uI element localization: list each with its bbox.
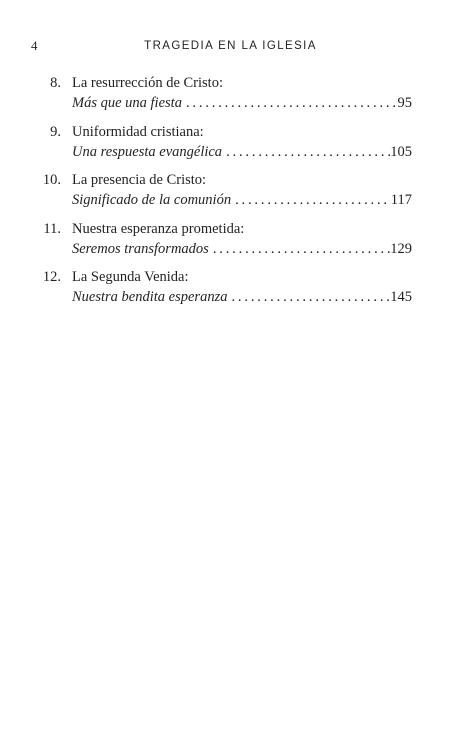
chapter-title: Nuestra esperanza prometida: <box>72 220 245 237</box>
chapter-subtitle-line <box>72 93 412 113</box>
page-number: 4 <box>31 38 38 53</box>
toc-entry <box>0 122 461 171</box>
dot-leader <box>209 239 390 259</box>
chapter-subtitle: Significado de la comunión <box>72 192 232 208</box>
chapter-subtitle: Nuestra bendita esperanza <box>72 289 228 305</box>
chapter-page-number: 95 <box>397 95 412 111</box>
chapter-page-number: 145 <box>390 289 412 305</box>
chapter-number: 8. <box>50 75 61 91</box>
chapter-subtitle-line <box>72 142 412 162</box>
chapter-number: 11. <box>43 220 61 237</box>
chapter-subtitle-line <box>72 287 412 307</box>
chapter-page-number: 105 <box>390 143 412 160</box>
chapter-number: 9. <box>50 123 61 140</box>
toc-entry <box>0 170 461 219</box>
running-head <box>0 38 461 54</box>
chapter-title: Uniformidad cristiana: <box>72 123 204 140</box>
chapter-subtitle: Seremos transformados <box>72 240 209 257</box>
chapter-subtitle-line <box>72 239 412 259</box>
chapter-number: 10. <box>42 172 61 188</box>
chapter-title: La presencia de Cristo: <box>72 172 207 188</box>
chapter-subtitle-line <box>72 190 412 210</box>
chapter-number: 12. <box>42 269 61 285</box>
dot-leader <box>182 93 398 113</box>
toc-entry <box>0 219 461 268</box>
chapter-subtitle: Más que una fiesta <box>72 95 182 111</box>
chapter-subtitle: Una respuesta evangélica <box>72 143 223 160</box>
chapter-title: La Segunda Venida: <box>72 269 189 285</box>
chapter-title: La resurrección de Cristo: <box>72 75 223 91</box>
toc-entry <box>0 73 461 122</box>
table-of-contents <box>0 73 461 316</box>
chapter-page-number: 117 <box>390 192 412 208</box>
toc-entry <box>0 267 461 316</box>
dot-leader <box>227 287 390 307</box>
running-title: TRAGEDIA EN LA IGLESIA <box>144 40 317 52</box>
chapter-page-number: 129 <box>390 240 412 257</box>
dot-leader <box>222 142 390 162</box>
dot-leader <box>231 190 391 210</box>
